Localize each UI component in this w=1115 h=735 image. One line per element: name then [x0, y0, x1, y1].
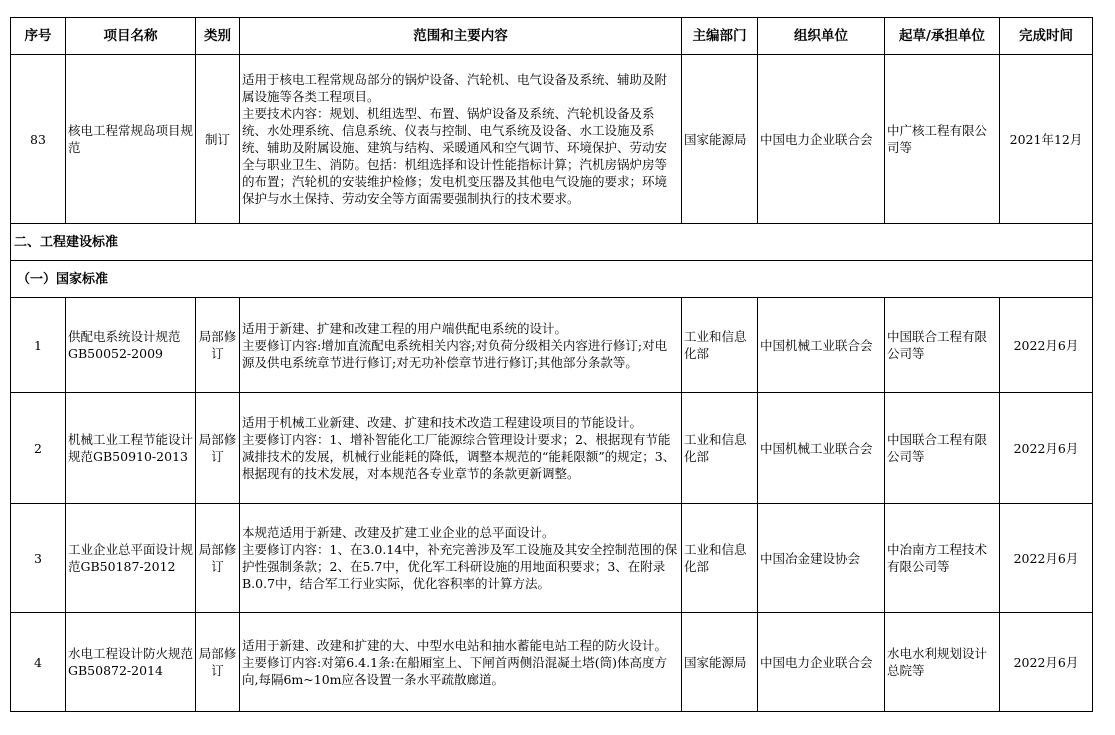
header-org: 组织单位 [758, 18, 885, 55]
row-drafter: 中冶南方工程技术有限公司等 [885, 504, 1000, 613]
standards-table [10, 17, 1093, 712]
row-no: 83 [11, 55, 66, 224]
row-no: 3 [11, 504, 66, 613]
header-row [11, 18, 1093, 55]
row-org: 中国机械工业联合会 [758, 298, 885, 393]
row-org: 中国冶金建设协会 [758, 504, 885, 613]
header-dept: 主编部门 [682, 18, 758, 55]
subsection-row [11, 261, 1093, 298]
row-scope: 适用于新建、扩建和改建工程的用户端供配电系统的设计。 主要修订内容:增加直流配电系统相关内容;对负荷分级相关内容进行修订;对电源及供电系统章节进行修订;对无功补偿章节进行修订;其他部分条款等。 [240, 298, 682, 393]
table-row [11, 504, 1093, 613]
row-date: 2022月6月 [1000, 393, 1093, 504]
table-row [11, 55, 1093, 224]
row-date: 2022月6月 [1000, 613, 1093, 712]
row-type: 制订 [196, 55, 240, 224]
table-row [11, 613, 1093, 712]
row-org: 中国电力企业联合会 [758, 55, 885, 224]
row-name: 核电工程常规岛项目规范 [66, 55, 196, 224]
header-drafter: 起草/承担单位 [885, 18, 1000, 55]
header-no: 序号 [11, 18, 66, 55]
row-name: 工业企业总平面设计规范GB50187-2012 [66, 504, 196, 613]
row-no: 1 [11, 298, 66, 393]
row-org: 中国电力企业联合会 [758, 613, 885, 712]
table-row [11, 393, 1093, 504]
row-date: 2022月6月 [1000, 298, 1093, 393]
row-dept: 工业和信息化部 [682, 504, 758, 613]
row-drafter: 水电水利规划设计总院等 [885, 613, 1000, 712]
row-dept: 工业和信息化部 [682, 298, 758, 393]
header-name: 项目名称 [66, 18, 196, 55]
row-dept: 国家能源局 [682, 613, 758, 712]
row-name: 水电工程设计防火规范GB50872-2014 [66, 613, 196, 712]
row-type: 局部修订 [196, 504, 240, 613]
row-type: 局部修订 [196, 613, 240, 712]
row-date: 2022月6月 [1000, 504, 1093, 613]
row-scope: 适用于机械工业新建、改建、扩建和技术改造工程建设项目的节能设计。 主要修订内容：1、增补智能化工厂能源综合管理设计要求；2、根据现有节能减排技术的发展，机械行业能耗的降低，调整本规范的“能耗限额”的规定；3、根据现有的技术发展，对本规范各专业章节的条款更新调整。 [240, 393, 682, 504]
section-row [11, 224, 1093, 261]
row-no: 4 [11, 613, 66, 712]
row-type: 局部修订 [196, 298, 240, 393]
row-drafter: 中国联合工程有限公司等 [885, 298, 1000, 393]
row-name: 机械工业工程节能设计规范GB50910-2013 [66, 393, 196, 504]
row-scope: 本规范适用于新建、改建及扩建工业企业的总平面设计。 主要修订内容：1、在3.0.14中，补充完善涉及军工设施及其安全控制范围的保护性强制条款；2、在5.7中，优化军工科研设施的用地面积要求；3、在附录B.0.7中，结合军工行业实际，优化容积率的计算方法。 [240, 504, 682, 613]
header-type: 类别 [196, 18, 240, 55]
section-title: 二、工程建设标准 [11, 224, 1093, 261]
row-scope: 适用于新建、改建和扩建的大、中型水电站和抽水蓄能电站工程的防火设计。 主要修订内容:对第6.4.1条:在船厢室上、下闸首两侧沿混凝土塔(筒)体高度方向,每隔6m~10m应各设置一条水平疏散廊道。 [240, 613, 682, 712]
subsection-title: （一）国家标准 [11, 261, 1093, 298]
row-type: 局部修订 [196, 393, 240, 504]
row-drafter: 中广核工程有限公司等 [885, 55, 1000, 224]
row-scope: 适用于核电工程常规岛部分的锅炉设备、汽轮机、电气设备及系统、辅助及附属设施等各类工程项目。 主要技术内容：规划、机组选型、布置、锅炉设备及系统、汽轮机设备及系统、水处理系统、信息系统、仪表与控制、电气系统及设备、水工设施及系统、辅助及附属设施、建筑与结构、采暖通风和空气调节、环境保护、劳动安全与职业卫生、消防。包括：机组选择和设计性能指标计算；汽机房锅炉房等的布置；汽轮机的安装维护检修；发电机变压器及其他电气设施的要求；环境保护与水土保持、劳动安全等方面需要强制执行的技术要求。 [240, 55, 682, 224]
row-no: 2 [11, 393, 66, 504]
row-dept: 工业和信息化部 [682, 393, 758, 504]
row-org: 中国机械工业联合会 [758, 393, 885, 504]
row-dept: 国家能源局 [682, 55, 758, 224]
row-name: 供配电系统设计规范GB50052-2009 [66, 298, 196, 393]
table-row [11, 298, 1093, 393]
header-scope: 范围和主要内容 [240, 18, 682, 55]
row-date: 2021年12月 [1000, 55, 1093, 224]
row-drafter: 中国联合工程有限公司等 [885, 393, 1000, 504]
header-date: 完成时间 [1000, 18, 1093, 55]
